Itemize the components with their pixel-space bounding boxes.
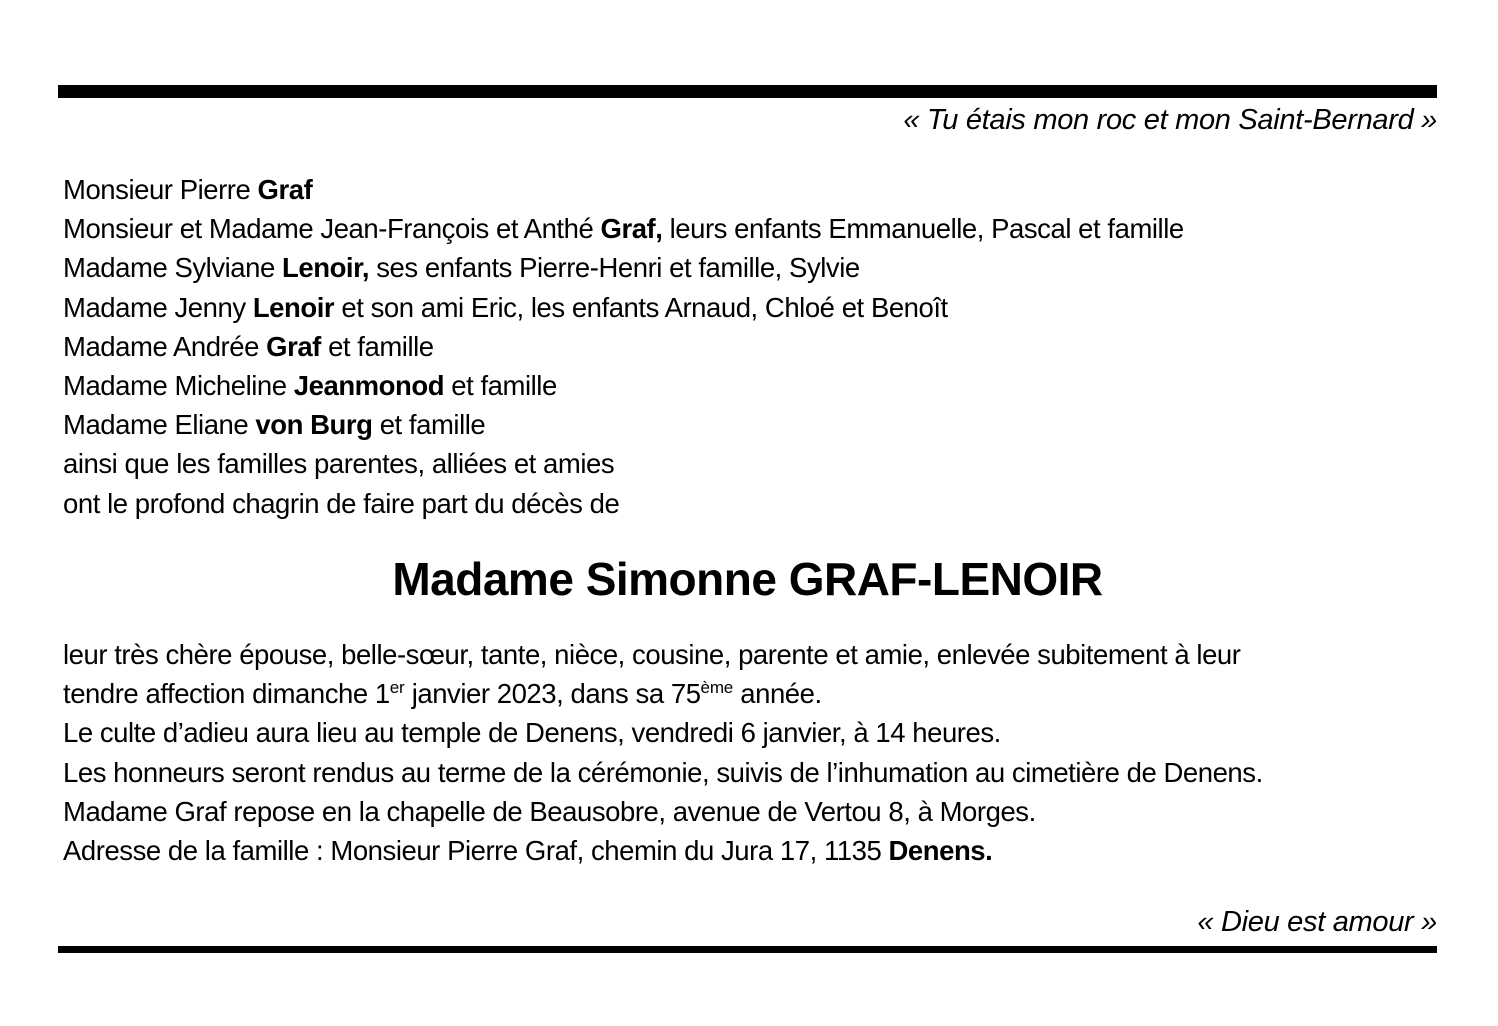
text-segment: Monsieur Pierre — [63, 174, 258, 205]
bold-text: Lenoir — [252, 291, 335, 323]
text-segment: année. — [733, 678, 822, 710]
announcement-body — [63, 635, 1263, 870]
top-rule — [58, 85, 1437, 98]
text-line — [63, 674, 1263, 713]
text-line — [63, 327, 1184, 366]
bold-text: Graf — [266, 330, 321, 362]
text-line — [63, 170, 1184, 209]
text-segment: ses enfants Pierre-Henri et famille, Sylvie — [369, 252, 860, 284]
text-line — [63, 635, 1263, 674]
text-line — [63, 713, 1263, 752]
text-line — [63, 792, 1263, 831]
text-segment: Madame Andrée — [63, 330, 267, 362]
bold-text: Lenoir, — [282, 252, 370, 284]
text-line — [63, 248, 1184, 287]
text-line — [63, 366, 1184, 405]
deceased-name: Madame Simonne GRAF-LENOIR — [392, 553, 1103, 605]
text-segment: Madame Graf repose en la chapelle de Beausobre, avenue de Vertou 8, à Morges. — [63, 795, 1036, 827]
text-segment: Madame Sylviane — [63, 252, 283, 284]
text-segment: Monsieur et Madame Jean-François et Anthé — [63, 213, 601, 245]
text-line — [63, 444, 1184, 483]
bold-text: Jeanmonod — [293, 370, 445, 402]
bold-text: Denens. — [888, 835, 993, 867]
bold-text: Graf, — [600, 213, 663, 245]
text-segment: Madame Jenny — [63, 291, 253, 323]
bold-text: von Burg — [255, 409, 373, 441]
text-line — [63, 753, 1263, 792]
family-list — [63, 170, 1184, 523]
text-segment: ainsi que les familles parentes, alliées et amies — [63, 448, 615, 480]
text-segment: Madame Micheline — [63, 370, 294, 402]
text-segment: ont le profond chagrin de faire part du décès de — [63, 487, 620, 519]
text-segment: et son ami Eric, les enfants Arnaud, Chloé et Benoît — [334, 291, 948, 323]
text-segment: et famille — [372, 409, 486, 441]
text-segment: Madame Eliane — [63, 409, 256, 441]
text-segment: janvier 2023, dans sa 75 — [404, 678, 701, 710]
text-segment: et famille — [444, 370, 557, 402]
text-segment: et famille — [320, 330, 434, 362]
closing-quote: « Dieu est amour » — [1197, 906, 1437, 938]
text-segment: Adresse de la famille : Monsieur Pierre Graf, chemin du Jura 17, 1135 — [63, 835, 889, 867]
superscript-text: ème — [700, 678, 734, 698]
text-segment: Les honneurs seront rendus au terme de la cérémonie, suivis de l’inhumation au cimetière de Denens. — [63, 756, 1263, 788]
text-line — [63, 405, 1184, 444]
superscript-text: er — [389, 678, 405, 698]
bottom-rule — [58, 946, 1437, 953]
opening-quote: « Tu étais mon roc et mon Saint-Bernard » — [903, 104, 1437, 136]
text-line — [63, 288, 1184, 327]
text-segment: tendre affection dimanche 1 — [63, 678, 390, 710]
text-line — [63, 209, 1184, 248]
text-segment: leurs enfants Emmanuelle, Pascal et famille — [662, 213, 1184, 245]
text-line — [63, 484, 1184, 523]
text-segment: leur très chère épouse, belle-sœur, tante, nièce, cousine, parente et amie, enlevée subitement à leur — [63, 639, 1241, 670]
bold-text: Graf — [257, 174, 313, 205]
text-line — [63, 831, 1263, 870]
text-segment: Le culte d’adieu aura lieu au temple de Denens, vendredi 6 janvier, à 14 heures. — [63, 717, 1001, 749]
